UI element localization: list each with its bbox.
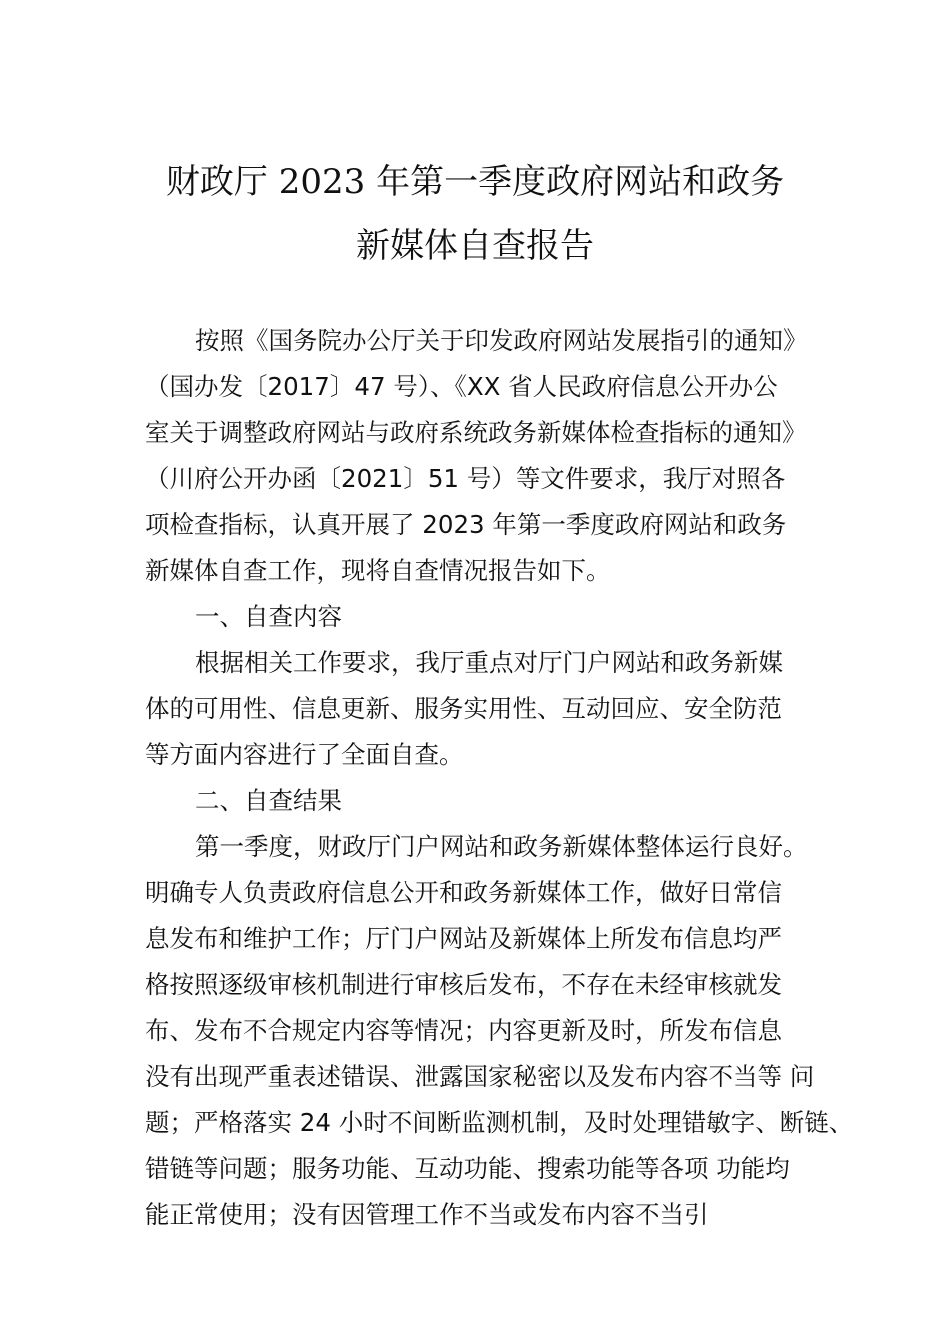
section-heading-results: 二、自查结果 [195, 786, 342, 815]
section1-line-1: 根据相关工作要求，我厅重点对厅门户网站和政务新媒 [195, 648, 783, 677]
section2-line-7: 题；严格落实 24 小时不间断监测机制，及时处理错敏字、断链、 [145, 1108, 854, 1137]
section2-line-3: 息发布和维护工作；厅门户网站及新媒体上所发布信息均严 [145, 924, 782, 953]
section2-line-6: 没有出现严重表述错误、泄露国家秘密以及发布内容不当等 问 [145, 1062, 815, 1091]
section1-line-3: 等方面内容进行了全面自查。 [145, 740, 464, 769]
section-heading-content: 一、自查内容 [195, 602, 342, 631]
intro-line-4: （川府公开办函〔2021〕51 号）等文件要求，我厅对照各 [145, 464, 786, 493]
section2-line-4: 格按照逐级审核机制进行审核后发布，不存在未经审核就发 [145, 970, 782, 999]
section2-line-9: 能正常使用；没有因管理工作不当或发布内容不当引 [145, 1200, 709, 1229]
intro-line-5: 项检查指标，认真开展了 2023 年第一季度政府网站和政务 [145, 510, 787, 539]
intro-line-2: （国办发〔2017〕47 号）、《XX 省人民政府信息公开办公 [145, 372, 778, 401]
document-title-line-2: 新媒体自查报告 [356, 226, 594, 266]
intro-line-1: 按照《国务院办公厅关于印发政府网站发展指引的通知》 [195, 326, 808, 355]
section2-line-2: 明确专人负责政府信息公开和政务新媒体工作，做好日常信 [145, 878, 782, 907]
section2-line-5: 布、发布不合规定内容等情况；内容更新及时，所发布信息 [145, 1016, 782, 1045]
intro-line-6: 新媒体自查工作，现将自查情况报告如下。 [145, 556, 611, 585]
intro-line-3: 室关于调整政府网站与政府系统政务新媒体检查指标的通知》 [145, 418, 807, 447]
section1-line-2: 体的可用性、信息更新、服务实用性、互动回应、安全防范 [145, 694, 782, 723]
document-title-line-1: 财政厅 2023 年第一季度政府网站和政务 [165, 162, 785, 202]
section2-line-8: 错链等问题；服务功能、互动功能、搜索功能等各项 功能均 [145, 1154, 790, 1183]
section2-line-1: 第一季度，财政厅门户网站和政务新媒体整体运行良好。 [195, 832, 808, 861]
